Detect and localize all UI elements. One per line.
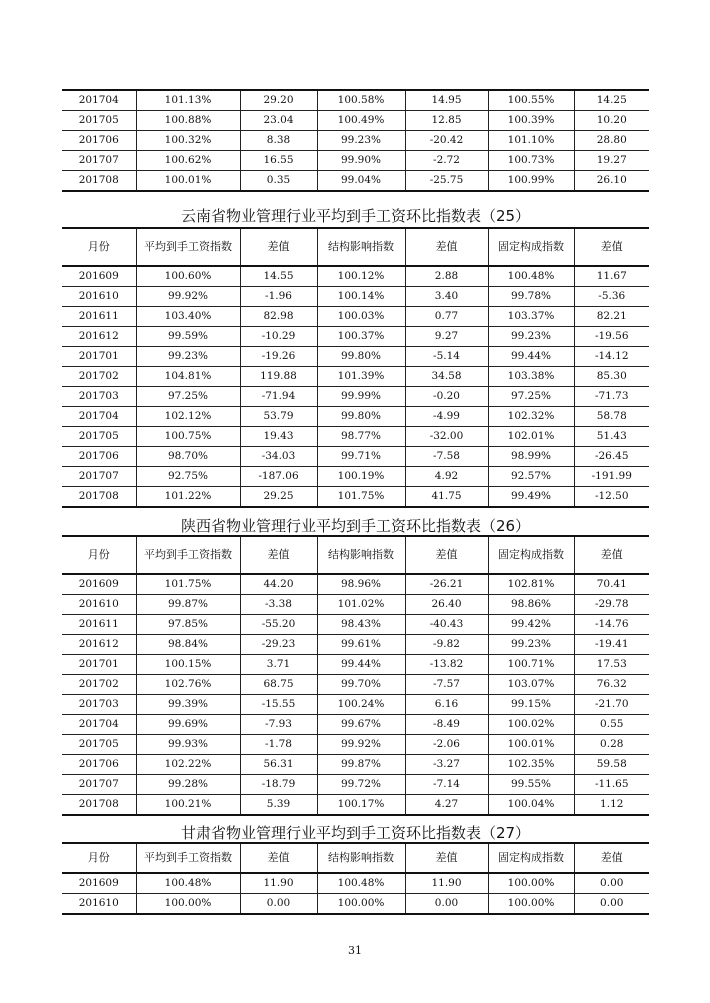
value-cell: 100.01% — [136, 171, 240, 192]
value-cell: 97.25% — [136, 387, 240, 407]
table-row — [62, 131, 649, 151]
value-cell: 76.32 — [574, 675, 649, 695]
table-continued — [62, 89, 649, 192]
value-cell: 41.75 — [405, 487, 488, 508]
month-cell: 201706 — [78, 758, 119, 770]
month-cell: 201706 — [78, 134, 119, 146]
value-cell: 16.55 — [240, 151, 317, 171]
value-cell: 23.04 — [240, 111, 317, 131]
value-cell: -40.43 — [405, 615, 488, 635]
value-cell: -4.99 — [405, 407, 488, 427]
header-fixed-index: 固定构成指数 — [488, 536, 574, 574]
table-row — [62, 111, 649, 131]
value-cell: 92.57% — [488, 467, 574, 487]
value-cell: 0.77 — [405, 307, 488, 327]
value-cell: -34.03 — [240, 447, 317, 467]
month-cell: 201611 — [78, 618, 119, 630]
value-cell: 99.99% — [317, 387, 405, 407]
table-row — [62, 775, 649, 795]
value-cell: 103.38% — [488, 367, 574, 387]
value-cell: -13.82 — [405, 655, 488, 675]
month-cell: 201612 — [78, 330, 119, 342]
header-diff: 差值 — [240, 843, 317, 873]
value-cell: -7.14 — [405, 775, 488, 795]
value-cell: 98.77% — [317, 427, 405, 447]
value-cell: 100.03% — [317, 307, 405, 327]
value-cell: 100.48% — [136, 873, 240, 894]
value-cell: 10.20 — [574, 111, 649, 131]
value-cell: 5.39 — [240, 795, 317, 816]
value-cell: -32.00 — [405, 427, 488, 447]
month-cell: 201609 — [78, 270, 119, 282]
value-cell: 99.23% — [488, 327, 574, 347]
value-cell: 51.43 — [574, 427, 649, 447]
value-cell: 100.12% — [317, 266, 405, 287]
value-cell: 101.10% — [488, 131, 574, 151]
value-cell: 100.17% — [317, 795, 405, 816]
table-title-gansu: 甘肃省物业管理行业平均到手工资环比指数表（27） — [180, 824, 531, 842]
table-header-row — [62, 536, 649, 574]
table-row — [62, 447, 649, 467]
value-cell: 98.86% — [488, 595, 574, 615]
value-cell: 11.90 — [405, 873, 488, 894]
table-row — [62, 347, 649, 367]
value-cell: -1.96 — [240, 287, 317, 307]
month-cell: 201611 — [78, 310, 119, 322]
value-cell: 100.24% — [317, 695, 405, 715]
table-row — [62, 675, 649, 695]
month-cell: 201701 — [78, 658, 119, 670]
header-structure-index: 结构影响指数 — [317, 228, 405, 266]
value-cell: 100.49% — [317, 111, 405, 131]
value-cell: 102.12% — [136, 407, 240, 427]
value-cell: 14.25 — [574, 90, 649, 111]
value-cell: 100.75% — [136, 427, 240, 447]
value-cell: -55.20 — [240, 615, 317, 635]
value-cell: 0.00 — [240, 894, 317, 915]
value-cell: 98.43% — [317, 615, 405, 635]
value-cell: -26.45 — [574, 447, 649, 467]
value-cell: 100.00% — [488, 894, 574, 915]
value-cell: 99.78% — [488, 287, 574, 307]
value-cell: -11.65 — [574, 775, 649, 795]
value-cell: 19.43 — [240, 427, 317, 447]
table-row — [62, 387, 649, 407]
value-cell: -14.76 — [574, 615, 649, 635]
month-cell: 201707 — [78, 470, 119, 482]
value-cell: 100.00% — [136, 894, 240, 915]
value-cell: 99.15% — [488, 695, 574, 715]
table-row — [62, 655, 649, 675]
table-row — [62, 695, 649, 715]
value-cell: 103.07% — [488, 675, 574, 695]
header-diff: 差值 — [574, 843, 649, 873]
header-avg-index: 平均到手工资指数 — [136, 843, 240, 873]
value-cell: 56.31 — [240, 755, 317, 775]
value-cell: 99.39% — [136, 695, 240, 715]
value-cell: -5.14 — [405, 347, 488, 367]
month-cell: 201701 — [78, 350, 119, 362]
header-diff: 差值 — [574, 536, 649, 574]
table-row — [62, 367, 649, 387]
value-cell: 100.00% — [488, 873, 574, 894]
value-cell: 102.35% — [488, 755, 574, 775]
value-cell: 99.90% — [317, 151, 405, 171]
value-cell: 100.14% — [317, 287, 405, 307]
value-cell: 6.16 — [405, 695, 488, 715]
table-gansu — [62, 842, 649, 915]
month-cell: 201707 — [78, 154, 119, 166]
value-cell: 100.15% — [136, 655, 240, 675]
table-yunnan — [62, 227, 649, 508]
header-month: 月份 — [87, 548, 110, 561]
value-cell: -26.21 — [405, 574, 488, 595]
value-cell: 99.44% — [488, 347, 574, 367]
header-avg-index: 平均到手工资指数 — [136, 536, 240, 574]
month-cell: 201708 — [78, 490, 119, 502]
value-cell: 100.48% — [488, 266, 574, 287]
value-cell: 2.88 — [405, 266, 488, 287]
value-cell: 11.90 — [240, 873, 317, 894]
value-cell: 26.10 — [574, 171, 649, 192]
value-cell: 99.42% — [488, 615, 574, 635]
month-cell: 201702 — [78, 678, 119, 690]
value-cell: 100.21% — [136, 795, 240, 816]
month-cell: 201706 — [78, 450, 119, 462]
value-cell: -7.93 — [240, 715, 317, 735]
value-cell: 99.49% — [488, 487, 574, 508]
value-cell: -187.06 — [240, 467, 317, 487]
value-cell: 19.27 — [574, 151, 649, 171]
value-cell: 100.04% — [488, 795, 574, 816]
value-cell: 101.02% — [317, 595, 405, 615]
value-cell: -10.29 — [240, 327, 317, 347]
value-cell: 99.28% — [136, 775, 240, 795]
value-cell: 104.81% — [136, 367, 240, 387]
value-cell: 68.75 — [240, 675, 317, 695]
table-row — [62, 407, 649, 427]
table-row — [62, 635, 649, 655]
value-cell: 99.67% — [317, 715, 405, 735]
month-cell: 201702 — [78, 370, 119, 382]
value-cell: 100.88% — [136, 111, 240, 131]
month-cell: 201707 — [78, 778, 119, 790]
table-row — [62, 755, 649, 775]
value-cell: 99.23% — [136, 347, 240, 367]
value-cell: -5.36 — [574, 287, 649, 307]
value-cell: 97.85% — [136, 615, 240, 635]
value-cell: 1.12 — [574, 795, 649, 816]
header-structure-index: 结构影响指数 — [317, 536, 405, 574]
table-title-yunnan: 云南省物业管理行业平均到手工资环比指数表（25） — [180, 207, 531, 225]
value-cell: 82.98 — [240, 307, 317, 327]
value-cell: 98.84% — [136, 635, 240, 655]
value-cell: 99.59% — [136, 327, 240, 347]
value-cell: -71.73 — [574, 387, 649, 407]
value-cell: -29.23 — [240, 635, 317, 655]
value-cell: 0.55 — [574, 715, 649, 735]
value-cell: -3.38 — [240, 595, 317, 615]
value-cell: 102.01% — [488, 427, 574, 447]
value-cell: 70.41 — [574, 574, 649, 595]
value-cell: 0.35 — [240, 171, 317, 192]
month-cell: 201705 — [78, 430, 119, 442]
value-cell: 0.00 — [574, 894, 649, 915]
header-fixed-index: 固定构成指数 — [488, 843, 574, 873]
table-row — [62, 873, 649, 894]
value-cell: 9.27 — [405, 327, 488, 347]
value-cell: 99.44% — [317, 655, 405, 675]
value-cell: 29.25 — [240, 487, 317, 508]
value-cell: -9.82 — [405, 635, 488, 655]
value-cell: -20.42 — [405, 131, 488, 151]
table-shaanxi — [62, 535, 649, 816]
value-cell: 98.99% — [488, 447, 574, 467]
value-cell: 99.80% — [317, 347, 405, 367]
month-cell: 201705 — [78, 738, 119, 750]
value-cell: -3.27 — [405, 755, 488, 775]
value-cell: -7.58 — [405, 447, 488, 467]
month-cell: 201610 — [78, 290, 119, 302]
data-table — [62, 227, 649, 508]
value-cell: -18.79 — [240, 775, 317, 795]
value-cell: 29.20 — [240, 90, 317, 111]
value-cell: -12.50 — [574, 487, 649, 508]
value-cell: 99.87% — [317, 755, 405, 775]
table-row — [62, 287, 649, 307]
value-cell: 0.00 — [405, 894, 488, 915]
value-cell: 0.28 — [574, 735, 649, 755]
table-row — [62, 894, 649, 915]
value-cell: 100.32% — [136, 131, 240, 151]
value-cell: 4.27 — [405, 795, 488, 816]
value-cell: 100.73% — [488, 151, 574, 171]
value-cell: 100.37% — [317, 327, 405, 347]
table-row — [62, 795, 649, 816]
data-table — [62, 535, 649, 816]
table-row — [62, 151, 649, 171]
header-structure-index: 结构影响指数 — [317, 843, 405, 873]
header-diff: 差值 — [574, 228, 649, 266]
table-header-row — [62, 843, 649, 873]
value-cell: 101.75% — [136, 574, 240, 595]
month-cell: 201704 — [78, 94, 119, 106]
value-cell: -19.56 — [574, 327, 649, 347]
month-cell: 201705 — [78, 114, 119, 126]
value-cell: 8.38 — [240, 131, 317, 151]
value-cell: 17.53 — [574, 655, 649, 675]
value-cell: 98.96% — [317, 574, 405, 595]
value-cell: 101.39% — [317, 367, 405, 387]
header-month: 月份 — [87, 240, 110, 253]
table-row — [62, 171, 649, 192]
header-fixed-index: 固定构成指数 — [488, 228, 574, 266]
value-cell: 100.55% — [488, 90, 574, 111]
value-cell: -19.26 — [240, 347, 317, 367]
header-avg-index: 平均到手工资指数 — [136, 228, 240, 266]
value-cell: 99.87% — [136, 595, 240, 615]
value-cell: 59.58 — [574, 755, 649, 775]
value-cell: -15.55 — [240, 695, 317, 715]
value-cell: 58.78 — [574, 407, 649, 427]
header-diff: 差值 — [240, 536, 317, 574]
value-cell: 53.79 — [240, 407, 317, 427]
value-cell: 100.19% — [317, 467, 405, 487]
table-row — [62, 307, 649, 327]
value-cell: 119.88 — [240, 367, 317, 387]
value-cell: 100.02% — [488, 715, 574, 735]
month-cell: 201610 — [78, 598, 119, 610]
table-row — [62, 467, 649, 487]
value-cell: -21.70 — [574, 695, 649, 715]
value-cell: 100.71% — [488, 655, 574, 675]
data-table — [62, 842, 649, 915]
value-cell: 100.01% — [488, 735, 574, 755]
value-cell: 100.00% — [317, 894, 405, 915]
header-diff: 差值 — [240, 228, 317, 266]
value-cell: -7.57 — [405, 675, 488, 695]
value-cell: 99.69% — [136, 715, 240, 735]
value-cell: 85.30 — [574, 367, 649, 387]
value-cell: -1.78 — [240, 735, 317, 755]
month-cell: 201703 — [78, 390, 119, 402]
value-cell: 26.40 — [405, 595, 488, 615]
value-cell: 99.72% — [317, 775, 405, 795]
month-cell: 201704 — [78, 410, 119, 422]
value-cell: 99.92% — [317, 735, 405, 755]
month-cell: 201609 — [78, 877, 119, 889]
month-cell: 201610 — [78, 897, 119, 909]
table-row — [62, 427, 649, 447]
table-row — [62, 487, 649, 508]
value-cell: 99.80% — [317, 407, 405, 427]
month-cell: 201703 — [78, 698, 119, 710]
value-cell: 100.99% — [488, 171, 574, 192]
value-cell: -191.99 — [574, 467, 649, 487]
value-cell: 97.25% — [488, 387, 574, 407]
value-cell: 100.60% — [136, 266, 240, 287]
month-cell: 201612 — [78, 638, 119, 650]
value-cell: 100.39% — [488, 111, 574, 131]
value-cell: 11.67 — [574, 266, 649, 287]
value-cell: -29.78 — [574, 595, 649, 615]
table-header-row — [62, 228, 649, 266]
table-row — [62, 615, 649, 635]
value-cell: -0.20 — [405, 387, 488, 407]
table-row — [62, 574, 649, 595]
header-diff: 差值 — [405, 536, 488, 574]
value-cell: -19.41 — [574, 635, 649, 655]
value-cell: 102.32% — [488, 407, 574, 427]
value-cell: 99.23% — [488, 635, 574, 655]
value-cell: 82.21 — [574, 307, 649, 327]
header-diff: 差值 — [405, 843, 488, 873]
value-cell: 101.13% — [136, 90, 240, 111]
value-cell: 44.20 — [240, 574, 317, 595]
value-cell: -71.94 — [240, 387, 317, 407]
value-cell: 14.95 — [405, 90, 488, 111]
value-cell: 102.76% — [136, 675, 240, 695]
month-cell: 201609 — [78, 578, 119, 590]
value-cell: 3.71 — [240, 655, 317, 675]
table-row — [62, 715, 649, 735]
table-row — [62, 327, 649, 347]
value-cell: 99.55% — [488, 775, 574, 795]
value-cell: -14.12 — [574, 347, 649, 367]
value-cell: 99.70% — [317, 675, 405, 695]
value-cell: 12.85 — [405, 111, 488, 131]
value-cell: 100.62% — [136, 151, 240, 171]
value-cell: 99.92% — [136, 287, 240, 307]
value-cell: 103.37% — [488, 307, 574, 327]
value-cell: 28.80 — [574, 131, 649, 151]
value-cell: 102.81% — [488, 574, 574, 595]
month-cell: 201708 — [78, 798, 119, 810]
value-cell: -2.06 — [405, 735, 488, 755]
value-cell: 92.75% — [136, 467, 240, 487]
header-diff: 差值 — [405, 228, 488, 266]
value-cell: 14.55 — [240, 266, 317, 287]
value-cell: 4.92 — [405, 467, 488, 487]
value-cell: 99.93% — [136, 735, 240, 755]
value-cell: 102.22% — [136, 755, 240, 775]
month-cell: 201704 — [78, 718, 119, 730]
value-cell: -25.75 — [405, 171, 488, 192]
value-cell: -2.72 — [405, 151, 488, 171]
header-month: 月份 — [87, 851, 110, 864]
table-row — [62, 595, 649, 615]
month-cell: 201708 — [78, 174, 119, 186]
value-cell: 100.58% — [317, 90, 405, 111]
value-cell: 99.23% — [317, 131, 405, 151]
page-number: 31 — [348, 944, 362, 957]
table-row — [62, 90, 649, 111]
value-cell: 3.40 — [405, 287, 488, 307]
table-title-shaanxi: 陕西省物业管理行业平均到手工资环比指数表（26） — [180, 517, 531, 535]
value-cell: 98.70% — [136, 447, 240, 467]
value-cell: 99.61% — [317, 635, 405, 655]
value-cell: -8.49 — [405, 715, 488, 735]
table-row — [62, 735, 649, 755]
value-cell: 34.58 — [405, 367, 488, 387]
value-cell: 100.48% — [317, 873, 405, 894]
table-row — [62, 266, 649, 287]
value-cell: 99.04% — [317, 171, 405, 192]
value-cell: 103.40% — [136, 307, 240, 327]
value-cell: 101.22% — [136, 487, 240, 508]
data-table — [62, 89, 649, 192]
value-cell: 0.00 — [574, 873, 649, 894]
value-cell: 101.75% — [317, 487, 405, 508]
value-cell: 99.71% — [317, 447, 405, 467]
